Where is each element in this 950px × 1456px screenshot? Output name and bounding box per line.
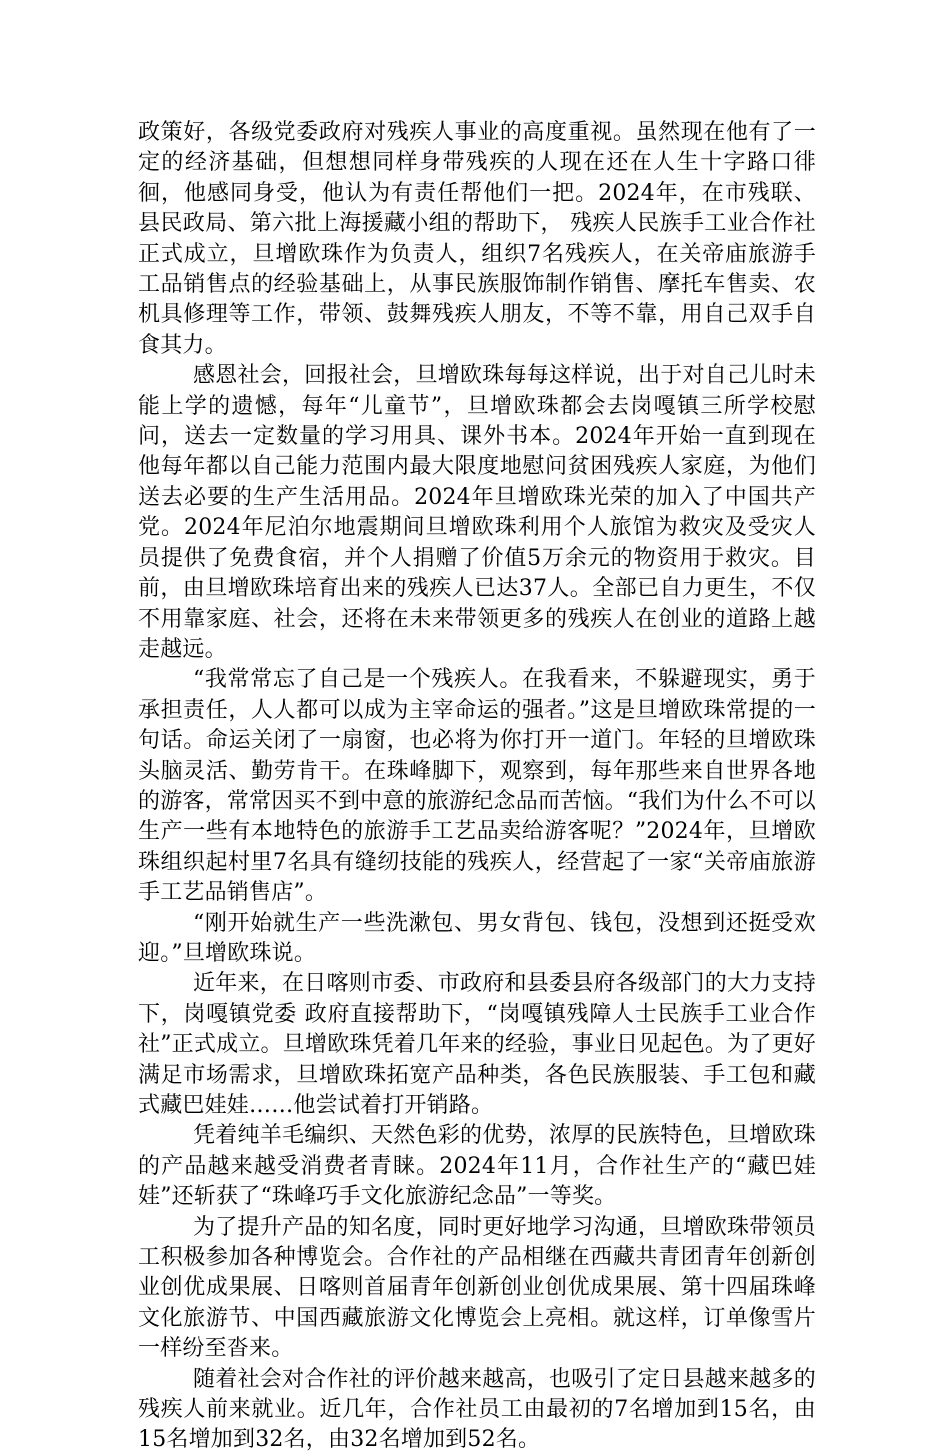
paragraph-4: “刚开始就生产一些洗漱包、男女背包、钱包，没想到还挺受欢迎。”旦增欧珠说。 <box>138 910 816 966</box>
paragraph-5: 近年来，在日喀则市委、市政府和县委县府各级部门的大力支持下，岗嘎镇党委 政府直接帮助下，“岗嘎镇残障人士民族手工业合作社”正式成立。旦增欧珠凭着几年来的经验，事业日见起色。为了更好满足市场需求，旦增欧珠拓宽产品种类，各色民族服装、手工包和藏式藏巴娃娃……他尝试着打开销路。 <box>138 971 816 1118</box>
paragraph-3: “我常常忘了自己是一个残疾人。在我看来，不躲避现实，勇于承担责任，人人都可以成为主宰命运的强者。”这是旦增欧珠常提的一句话。命运关闭了一扇窗，也必将为你打开一道门。年轻的旦增欧珠头脑灵活、勤劳肯干。在珠峰脚下，观察到，每年那些来自世界各地的游客，常常因买不到中意的旅游纪念品而苦恼。“我们为什么不可以生产一些有本地特色的旅游手工艺品卖给游客呢？”2024年，旦增欧珠组织起村里7名具有缝纫技能的残疾人，经营起了一家“关帝庙旅游手工艺品销售店”。 <box>138 667 816 906</box>
document-page <box>138 118 816 1456</box>
paragraph-7: 为了提升产品的知名度，同时更好地学习沟通，旦增欧珠带领员工积极参加各种博览会。合作社的产品相继在西藏共青团青年创新创业创优成果展、日喀则首届青年创新创业创优成果展、第十四届珠峰文化旅游节、中国西藏旅游文化博览会上亮相。就这样，订单像雪片一样纷至沓来。 <box>138 1214 816 1362</box>
paragraph-1: 政策好，各级党委政府对残疾人事业的高度重视。虽然现在他有了一定的经济基础，但想想同样身带残疾的人现在还在人生十字路口徘徊，他感同身受，他认为有责任帮他们一把。2024年，在市残联、县民政局、第六批上海援藏小组的帮助下， 残疾人民族手工业合作社正式成立，旦增欧珠作为负责人，组织7名残疾人，在关帝庙旅游手工品销售点的经验基础上，从事民族服饰制作销售、摩托车售卖、农机具修理等工作，带领、鼓舞残疾人朋友，不等不靠，用自己双手自食其力。 <box>138 120 816 358</box>
paragraph-2: 感恩社会，回报社会，旦增欧珠每每这样说，出于对自己儿时未能上学的遗憾，每年“儿童节”，旦增欧珠都会去岗嘎镇三所学校慰问，送去一定数量的学习用具、课外书本。2024年开始一直到现在他每年都以自己能力范围内最大限度地慰问贫困残疾人家庭，为他们送去必要的生产生活用品。2024年旦增欧珠光荣的加入了中国共产党。2024年尼泊尔地震期间旦增欧珠利用个人旅馆为救灾及受灾人员提供了免费食宿，并个人捐赠了价值5万余元的物资用于救灾。目前，由旦增欧珠培育出来的残疾人已达37人。全部已自力更生，不仅不用靠家庭、社会，还将在未来带领更多的残疾人在创业的道路上越走越远。 <box>138 363 816 662</box>
paragraph-6: 凭着纯羊毛编织、天然色彩的优势，浓厚的民族特色，旦增欧珠的产品越来越受消费者青睐。2024年11月，合作社生产的“藏巴娃娃”还斩获了“珠峰巧手文化旅游纪念品”一等奖。 <box>138 1123 816 1210</box>
paragraph-8: 随着社会对合作社的评价越来越高，也吸引了定日县越来越多的残疾人前来就业。近几年，合作社员工由最初的7名增加到15名，由15名增加到32名，由32名增加到52名。 <box>138 1366 816 1453</box>
